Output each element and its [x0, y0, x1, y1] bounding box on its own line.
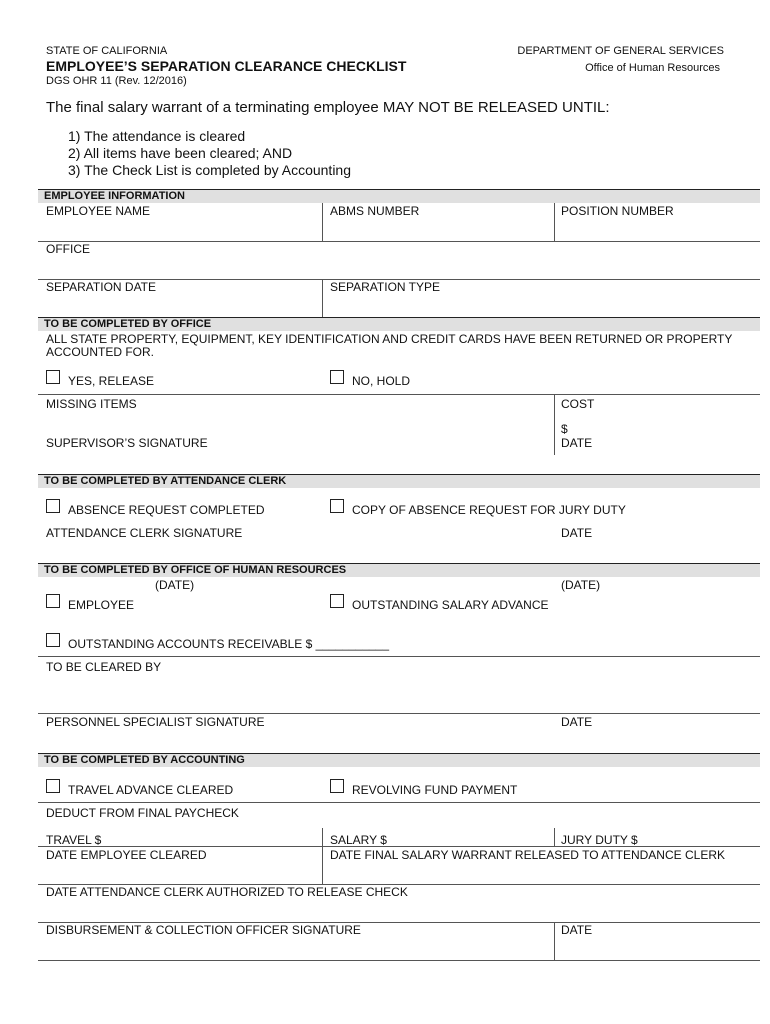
cost-label: COST [561, 397, 595, 411]
condition-2: 2) All items have been cleared; AND [68, 145, 293, 161]
page-title: EMPLOYEE’S SEPARATION CLEARANCE CHECKLIST [46, 58, 407, 74]
state-label: STATE OF CALIFORNIA [46, 45, 168, 57]
yes-release-checkbox[interactable] [46, 370, 60, 384]
absence-request-checkbox[interactable] [46, 499, 60, 513]
abms-number-label: ABMS NUMBER [330, 204, 420, 218]
deduct-label: DEDUCT FROM FINAL PAYCHECK [46, 806, 239, 820]
condition-3: 3) The Check List is completed by Accounting [68, 162, 352, 178]
specialist-date-label: DATE [561, 715, 593, 729]
property-statement-line2: ACCOUNTED FOR. [46, 345, 154, 359]
no-hold-label: NO, HOLD [352, 374, 411, 388]
accounts-receivable-checkbox[interactable] [46, 633, 60, 647]
date-clerk-authorized-label: DATE ATTENDANCE CLERK AUTHORIZED TO RELEASE CHECK [46, 885, 408, 899]
employee-name-label: EMPLOYEE NAME [46, 204, 151, 218]
intro-statement: The final salary warrant of a terminating employee MAY NOT BE RELEASED UNTIL: [46, 99, 610, 116]
officer-signature-label: DISBURSEMENT & COLLECTION OFFICER SIGNATURE [46, 923, 361, 937]
cost-dollar-sign: $ [561, 422, 568, 436]
property-statement-line1: ALL STATE PROPERTY, EQUIPMENT, KEY IDENTIFICATION AND CREDIT CARDS HAVE BEEN RETURNED OR PROPERTY [46, 332, 733, 346]
date-employee-cleared-label: DATE EMPLOYEE CLEARED [46, 848, 207, 862]
accounts-receivable-label: OUTSTANDING ACCOUNTS RECEIVABLE $ ___________ [68, 637, 390, 651]
jury-duty-copy-label: COPY OF ABSENCE REQUEST FOR JURY DUTY [352, 503, 626, 517]
hr-date-right: (DATE) [561, 578, 601, 592]
employee-info-heading-text: EMPLOYEE INFORMATION [44, 190, 185, 202]
salary-amount-label: SALARY $ [330, 833, 387, 847]
accounting-section-heading-text: TO BE COMPLETED BY ACCOUNTING [44, 754, 245, 766]
office-field-label: OFFICE [46, 242, 90, 256]
office-section-heading-text: TO BE COMPLETED BY OFFICE [44, 318, 212, 330]
clerk-date-label: DATE [561, 526, 593, 540]
employee-info-heading [38, 189, 760, 203]
revolving-fund-checkbox[interactable] [330, 779, 344, 793]
office-section-heading [38, 317, 760, 331]
office-label: Office of Human Resources [585, 62, 720, 74]
travel-advance-label: TRAVEL ADVANCE CLEARED [68, 783, 234, 797]
travel-amount-label: TRAVEL $ [46, 833, 102, 847]
accounting-section-heading [38, 753, 760, 767]
travel-advance-checkbox[interactable] [46, 779, 60, 793]
condition-1: 1) The attendance is cleared [68, 128, 246, 144]
form-id: DGS OHR 11 (Rev. 12/2016) [46, 75, 187, 87]
separation-type-label: SEPARATION TYPE [330, 280, 441, 294]
specialist-signature-label: PERSONNEL SPECIALIST SIGNATURE [46, 715, 265, 729]
hr-date-left: (DATE) [155, 578, 195, 592]
no-hold-checkbox[interactable] [330, 370, 344, 384]
position-number-label: POSITION NUMBER [561, 204, 674, 218]
employee-checkbox[interactable] [46, 594, 60, 608]
salary-advance-checkbox[interactable] [330, 594, 344, 608]
absence-request-label: ABSENCE REQUEST COMPLETED [68, 503, 265, 517]
hr-section-heading [38, 563, 760, 577]
employee-label: EMPLOYEE [68, 598, 135, 612]
department-label: DEPARTMENT OF GENERAL SERVICES [517, 45, 724, 57]
supervisor-date-label: DATE [561, 436, 593, 450]
cleared-by-label: TO BE CLEARED BY [46, 660, 162, 674]
jury-duty-copy-checkbox[interactable] [330, 499, 344, 513]
hr-section-heading-text: TO BE COMPLETED BY OFFICE OF HUMAN RESOURCES [44, 564, 347, 576]
yes-release-label: YES, RELEASE [68, 374, 155, 388]
salary-advance-label: OUTSTANDING SALARY ADVANCE [352, 598, 549, 612]
missing-items-label: MISSING ITEMS [46, 397, 137, 411]
date-final-warrant-label: DATE FINAL SALARY WARRANT RELEASED TO ATTENDANCE CLERK [330, 848, 725, 862]
revolving-fund-label: REVOLVING FUND PAYMENT [352, 783, 518, 797]
attendance-section-heading-text: TO BE COMPLETED BY ATTENDANCE CLERK [44, 475, 287, 487]
supervisor-signature-label: SUPERVISOR’S SIGNATURE [46, 436, 208, 450]
jury-duty-amount-label: JURY DUTY $ [561, 833, 638, 847]
clerk-signature-label: ATTENDANCE CLERK SIGNATURE [46, 526, 243, 540]
separation-date-label: SEPARATION DATE [46, 280, 157, 294]
officer-date-label: DATE [561, 923, 593, 937]
attendance-section-heading [38, 474, 760, 488]
